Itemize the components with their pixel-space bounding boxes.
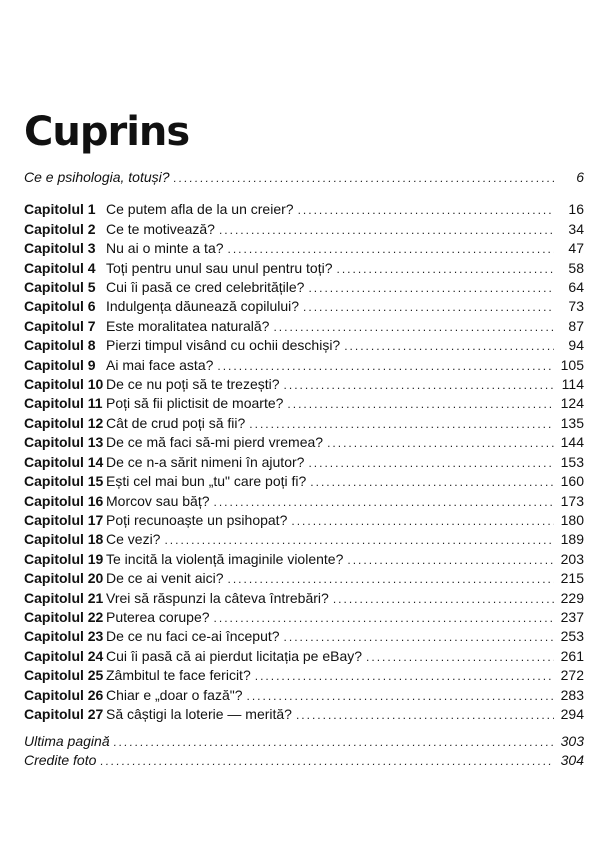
toc-entry-chapter [24, 220, 584, 239]
chapter-title: De ce n-a sărit nimeni în ajutor? [106, 453, 305, 470]
toc-entry-chapter [24, 394, 584, 413]
toc-entry-chapter [24, 608, 584, 627]
toc-page-number: 135 [560, 414, 584, 431]
toc-page-number: 283 [560, 686, 584, 703]
toc-page-number: 73 [568, 298, 584, 315]
chapter-label: Capitolul 17 [24, 511, 104, 528]
chapter-title: Este moralitatea naturală? [106, 317, 270, 334]
chapter-label: Capitolul 10 [24, 376, 104, 393]
chapter-title: Ce putem afla de la un creier? [106, 201, 294, 218]
toc-page-number: 203 [560, 550, 584, 567]
chapter-title: De ce mă faci să-mi pierd vremea? [106, 434, 324, 451]
dot-leader [308, 279, 554, 297]
toc-entry-chapter [24, 414, 584, 433]
dot-leader [284, 376, 554, 394]
toc-page-number: 87 [568, 317, 584, 334]
toc-page-number: 16 [568, 201, 584, 218]
dot-leader [298, 201, 554, 219]
chapter-title: Pierzi timpul visând cu ochii deschiși? [106, 337, 341, 354]
toc-entry-chapter [24, 356, 584, 375]
toc-page-number: 215 [560, 570, 584, 587]
toc-page-number: 237 [560, 608, 584, 625]
dot-leader [327, 434, 554, 452]
toc-page-number: 124 [560, 395, 584, 412]
toc-entry-chapter [24, 686, 584, 705]
chapter-title: Indulgența dăunează copilului? [106, 298, 300, 315]
dot-leader [337, 260, 555, 278]
chapter-label: Capitolul 25 [24, 667, 104, 684]
chapter-label: Capitolul 26 [24, 686, 104, 703]
dot-leader [255, 667, 554, 685]
toc-page-number: 261 [560, 647, 584, 664]
chapter-label: Capitolul 1 [24, 201, 96, 218]
toc-page-number: 105 [560, 356, 584, 373]
toc-entry-chapter [24, 569, 584, 588]
chapter-title: Cui îi pasă ce cred celebritățile? [106, 279, 305, 296]
toc-entry-chapter [24, 200, 584, 219]
chapter-title: Ce te motivează? [106, 220, 215, 237]
toc-page-number: 253 [560, 628, 584, 645]
chapter-label: Capitolul 11 [24, 395, 103, 412]
chapter-label: Capitolul 19 [24, 550, 104, 567]
chapter-label: Capitolul 5 [24, 279, 96, 296]
chapter-title: Ce vezi? [106, 531, 161, 548]
dot-leader [214, 493, 555, 511]
toc-entry-chapter [24, 239, 584, 258]
toc-entry-chapter [24, 317, 584, 336]
chapter-title: De ce nu poți să te trezești? [106, 376, 280, 393]
toc-entry-chapter [24, 647, 584, 666]
chapter-title: Cui îi pasă că ai pierdut licitația pe eBay? [106, 647, 363, 664]
chapter-label: Capitolul 23 [24, 628, 104, 645]
chapter-title: Ai mai face asta? [106, 356, 214, 373]
chapter-label: Capitolul 22 [24, 608, 104, 625]
chapter-label: Capitolul 7 [24, 317, 96, 334]
chapter-title: Poți să fii plictisit de moarte? [106, 395, 284, 412]
chapter-title: Morcov sau băț? [106, 492, 210, 509]
chapter-title: Ești cel mai bun „tu" care poți fi? [106, 473, 307, 490]
toc-entry-chapter [24, 259, 584, 278]
toc-entry-backmatter [24, 751, 584, 770]
dot-leader [164, 531, 554, 549]
toc-page-number: 303 [560, 733, 584, 750]
chapter-label: Capitolul 9 [24, 356, 96, 373]
chapter-label: Capitolul 20 [24, 570, 104, 587]
chapter-label: Capitolul 2 [24, 220, 96, 237]
toc-entry-chapter [24, 530, 584, 549]
toc-entry-chapter [24, 492, 584, 511]
dot-leader [217, 357, 554, 375]
chapter-title: Te incită la violență imaginile violente? [106, 550, 344, 567]
page-title: Cuprins [24, 109, 190, 155]
toc-page-number: 47 [568, 240, 584, 257]
dot-leader [347, 551, 554, 569]
toc-entry-chapter [24, 336, 584, 355]
outro-section [24, 732, 584, 770]
dot-leader [247, 687, 555, 705]
dot-leader [291, 512, 554, 530]
chapter-label: Capitolul 16 [24, 492, 104, 509]
dot-leader [219, 221, 554, 239]
toc-page-number: 153 [560, 453, 584, 470]
toc-entry-text: Credite foto [24, 752, 97, 769]
table-of-contents [24, 108, 584, 770]
toc-entry-chapter [24, 550, 584, 569]
chapter-title: De ce ai venit aici? [106, 570, 224, 587]
toc-entry-chapter [24, 627, 584, 646]
toc-page-number: 294 [560, 705, 584, 722]
chapter-title: Nu ai o minte a ta? [106, 240, 224, 257]
toc-entry-chapter [24, 278, 584, 297]
chapter-label: Capitolul 8 [24, 337, 96, 354]
toc-entry-chapter [24, 666, 584, 685]
dot-leader [174, 169, 554, 187]
toc-entry-chapter [24, 589, 584, 608]
toc-entry-backmatter [24, 732, 584, 751]
toc-page-number: 58 [568, 259, 584, 276]
toc-entry-intro [24, 168, 584, 187]
dot-leader [228, 240, 554, 258]
chapter-title: Cât de crud poți să fii? [106, 414, 246, 431]
toc-page-number: 304 [560, 752, 584, 769]
toc-page-number: 114 [561, 376, 584, 393]
chapter-title: Poți recunoaște un psihopat? [106, 511, 288, 528]
toc-page-number: 6 [576, 169, 584, 185]
dot-leader [296, 706, 554, 724]
dot-leader [273, 318, 554, 336]
toc-page-number: 272 [560, 667, 584, 684]
chapter-title: Vrei să răspunzi la câteva întrebări? [106, 589, 329, 606]
toc-entry-text: Ce e psihologia, totuși? [24, 169, 170, 185]
chapter-title: Zâmbitul te face fericit? [106, 667, 251, 684]
dot-leader [228, 570, 554, 588]
dot-leader [344, 337, 554, 355]
toc-page-number: 189 [560, 531, 584, 548]
chapter-label: Capitolul 12 [24, 414, 104, 431]
chapter-label: Capitolul 27 [24, 705, 104, 722]
toc-entry-text: Ultima pagină [24, 733, 110, 750]
toc-entry-chapter [24, 705, 584, 724]
toc-page-number: 180 [560, 511, 584, 528]
dot-leader [249, 415, 554, 433]
toc-entry-chapter [24, 453, 584, 472]
chapter-title: Toți pentru unul sau unul pentru toți? [106, 259, 333, 276]
chapter-label: Capitolul 24 [24, 647, 104, 664]
chapter-list [24, 200, 584, 724]
chapter-label: Capitolul 21 [24, 589, 104, 606]
chapter-label: Capitolul 6 [24, 298, 96, 315]
dot-leader [303, 298, 554, 316]
toc-page-number: 229 [560, 589, 584, 606]
toc-entry-chapter [24, 433, 584, 452]
dot-leader [284, 628, 554, 646]
chapter-label: Capitolul 3 [24, 240, 96, 257]
chapter-title: Să câștigi la loterie — merită? [106, 705, 292, 722]
toc-page-number: 144 [560, 434, 584, 451]
toc-entry-chapter [24, 375, 584, 394]
chapter-title: Puterea corupe? [106, 608, 210, 625]
chapter-label: Capitolul 14 [24, 453, 104, 470]
dot-leader [287, 395, 554, 413]
dot-leader [214, 609, 554, 627]
dot-leader [114, 733, 554, 751]
toc-page-number: 94 [568, 337, 584, 354]
dot-leader [100, 752, 554, 770]
chapter-label: Capitolul 18 [24, 531, 104, 548]
chapter-label: Capitolul 15 [24, 473, 104, 490]
chapter-label: Capitolul 4 [24, 259, 96, 276]
toc-entry-chapter [24, 297, 584, 316]
toc-page-number: 160 [560, 473, 584, 490]
dot-leader [308, 454, 554, 472]
dot-leader [310, 473, 554, 491]
chapter-label: Capitolul 13 [24, 434, 104, 451]
toc-entry-chapter [24, 511, 584, 530]
dot-leader [333, 590, 554, 608]
dot-leader [366, 648, 554, 666]
toc-entry-chapter [24, 472, 584, 491]
chapter-title: Chiar e „doar o fază"? [106, 686, 243, 703]
chapter-title: De ce nu faci ce-ai început? [106, 628, 280, 645]
intro-section [24, 168, 584, 187]
toc-page-number: 64 [568, 279, 584, 296]
toc-page-number: 173 [560, 492, 584, 509]
toc-page-number: 34 [568, 220, 584, 237]
